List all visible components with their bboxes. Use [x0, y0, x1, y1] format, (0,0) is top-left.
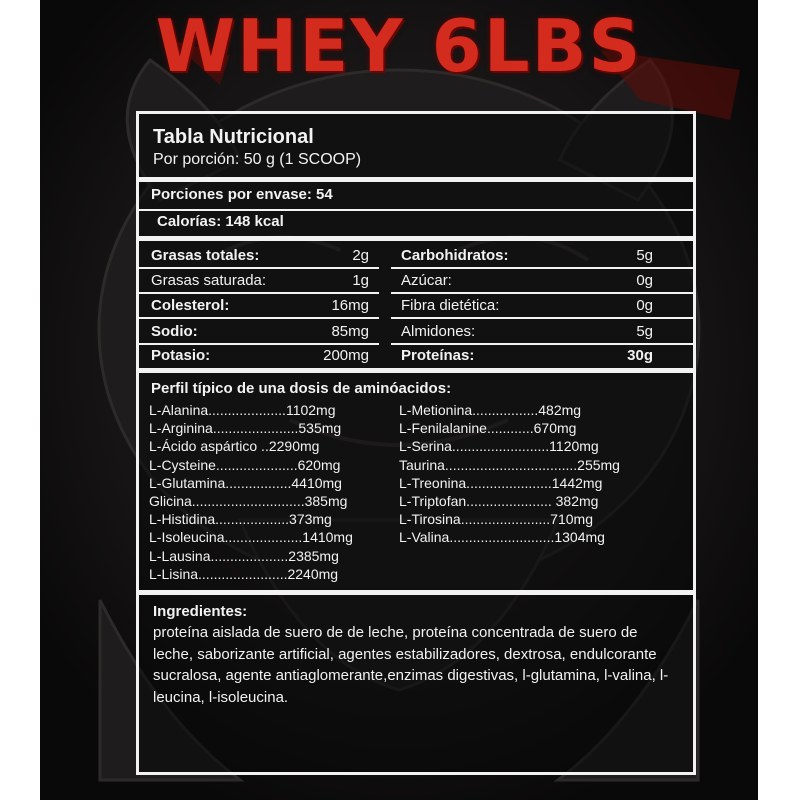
serving-size: Por porción: 50 g (1 SCOOP)	[153, 151, 362, 168]
product-title: WHEY 6LBS	[155, 4, 643, 88]
amino-item: Taurina..................................255mg	[399, 456, 620, 473]
nutrient-value: 200mg	[323, 347, 369, 364]
nutrient-name: Grasas saturada:	[151, 272, 267, 289]
divider	[139, 292, 379, 294]
nutrient-value: 2g	[352, 247, 369, 264]
divider	[391, 267, 693, 269]
amino-item: L-Ácido aspártico ..2290mg	[149, 438, 320, 455]
amino-list-left	[149, 401, 353, 583]
label-title: Tabla Nutricional	[153, 126, 314, 148]
nutrient-name: Potasio:	[151, 347, 211, 364]
nutrient-name: Fibra dietética:	[401, 297, 500, 314]
amino-item: L-Triptofan...................... 382mg	[399, 492, 599, 509]
divider	[391, 292, 693, 294]
amino-list-right	[399, 401, 620, 547]
nutrient-name: Carbohidratos:	[401, 247, 509, 264]
nutrient-value: 16mg	[331, 297, 369, 314]
nutrient-name: Colesterol:	[151, 297, 230, 314]
divider	[139, 236, 693, 241]
amino-item: L-Metionina.................482mg	[399, 402, 582, 418]
ingredients-text: proteína aislada de suero de de leche, proteína concentrada de suero de leche, saborizante artificial, agentes estabilizadores, dextrosa, endulcorante sucralosa, agente antiaglomerante,enzimas digestivas, l-glutamina, l-valina, l-leucina, l-isoleucina.	[153, 624, 669, 706]
divider	[139, 343, 379, 345]
nutrient-value: 1g	[352, 272, 369, 289]
nutrient-name: Almidones:	[401, 323, 476, 340]
nutrient-value: 85mg	[331, 323, 369, 340]
amino-item: L-Tirosina.......................710mg	[399, 511, 593, 528]
nutrient-name: Proteínas:	[401, 347, 475, 364]
divider	[139, 590, 693, 595]
amino-item: L-Lisina.......................2240mg	[149, 565, 339, 582]
amino-item: L-Treonina......................1442mg	[399, 474, 603, 491]
nutrient-value: 30g	[627, 347, 653, 364]
amino-item: Glicina.............................385mg	[149, 492, 348, 509]
calories: Calorías: 148 kcal	[157, 213, 284, 230]
amino-item: L-Serina.........................1120mg	[399, 438, 599, 455]
amino-item: L-Arginina......................535mg	[149, 420, 342, 437]
amino-profile-title: Perfil típico de una dosis de aminóacidos:	[151, 380, 452, 397]
nutrition-label	[136, 111, 696, 775]
divider	[139, 317, 379, 319]
nutrient-name: Grasas totales:	[151, 247, 260, 264]
amino-item: L-Isoleucina....................1410mg	[149, 529, 353, 546]
product-panel	[40, 0, 758, 800]
servings-per-container: Porciones por envase: 54	[151, 186, 333, 203]
amino-item: L-Valina...........................1304mg	[399, 529, 605, 546]
nutrient-value: 0g	[636, 272, 653, 289]
amino-item: L-Fenilalanine............670mg	[399, 420, 577, 437]
amino-item: L-Alanina....................1102mg	[149, 402, 336, 418]
amino-item: L-Glutamina.................4410mg	[149, 474, 342, 491]
divider	[391, 317, 693, 319]
amino-item: L-Lausina....................2385mg	[149, 547, 339, 564]
nutrient-name: Sodio:	[151, 323, 198, 340]
amino-item: L-Cysteine.....................620mg	[149, 456, 341, 473]
divider	[139, 209, 693, 211]
divider	[139, 177, 693, 182]
nutrient-value: 0g	[636, 297, 653, 314]
nutrient-value: 5g	[636, 247, 653, 264]
ingredients-title: Ingredientes:	[153, 603, 248, 620]
nutrient-value: 5g	[636, 323, 653, 340]
divider	[139, 368, 693, 373]
divider	[139, 267, 379, 269]
amino-item: L-Histidina...................373mg	[149, 511, 332, 528]
nutrient-name: Azúcar:	[401, 272, 452, 289]
divider	[391, 343, 693, 345]
